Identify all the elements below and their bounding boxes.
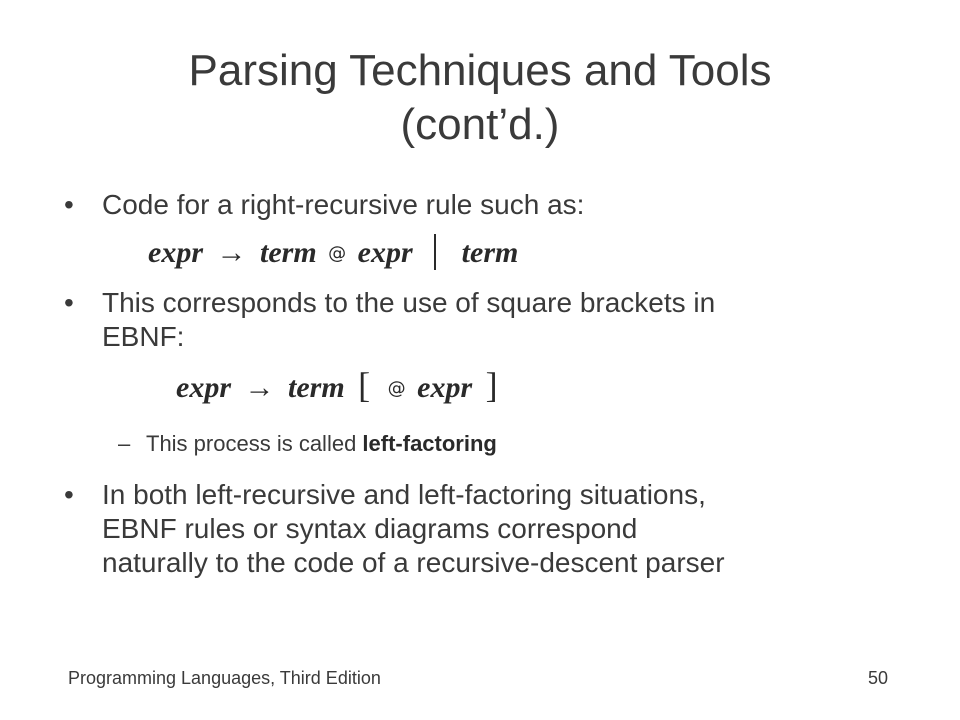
rule-lhs: expr <box>176 371 231 404</box>
bullet-text-line-2: EBNF: <box>102 321 185 352</box>
sub-bullet-marker: – <box>118 431 131 456</box>
bullet-text-line-2: EBNF rules or syntax diagrams correspond <box>102 513 638 544</box>
rule-operator: @ <box>328 243 347 264</box>
bullet-text-line-1: In both left-recursive and left-factoring situations, <box>102 479 706 510</box>
bullet-2 <box>64 286 902 354</box>
rule-term: term <box>288 371 345 404</box>
rule-term: term <box>260 236 317 269</box>
footer-page-number: 50 <box>868 668 889 688</box>
bullet-text-line-1: This corresponds to the use of square brackets in <box>102 287 716 318</box>
page-title <box>120 44 840 152</box>
bullet-text: Code for a right-recursive rule such as: <box>102 189 585 220</box>
rule-rhs: expr <box>417 371 473 404</box>
arrow-icon: → <box>216 236 247 269</box>
bullet-text-line-3: naturally to the code of a recursive-descent parser <box>102 547 725 578</box>
open-bracket: [ <box>358 365 371 405</box>
rule-rhs: expr <box>357 236 413 269</box>
sub-bullet-bold-term: left-factoring <box>362 431 497 456</box>
sub-bullet-text: This process is called <box>146 431 363 456</box>
bullet-3 <box>64 478 922 580</box>
bullet-marker: • <box>64 287 74 318</box>
rule-operator: @ <box>387 378 406 399</box>
grammar-rule-ebnf <box>176 364 504 406</box>
grammar-rule-right-recursive <box>148 234 518 270</box>
title-line-1: Parsing Techniques and Tools <box>188 46 772 95</box>
bullet-marker: • <box>64 189 74 220</box>
rule-lhs: expr <box>148 236 203 269</box>
rule-alt-term: term <box>461 236 519 269</box>
bullet-marker: • <box>64 479 74 510</box>
alternation-bar <box>434 234 436 270</box>
arrow-icon: → <box>244 371 275 404</box>
bullet-1 <box>64 188 902 222</box>
footer-book-title: Programming Languages, Third Edition <box>68 668 381 688</box>
sub-bullet <box>118 430 846 458</box>
title-line-2: (cont’d.) <box>400 100 560 149</box>
close-bracket: ] <box>485 365 498 405</box>
